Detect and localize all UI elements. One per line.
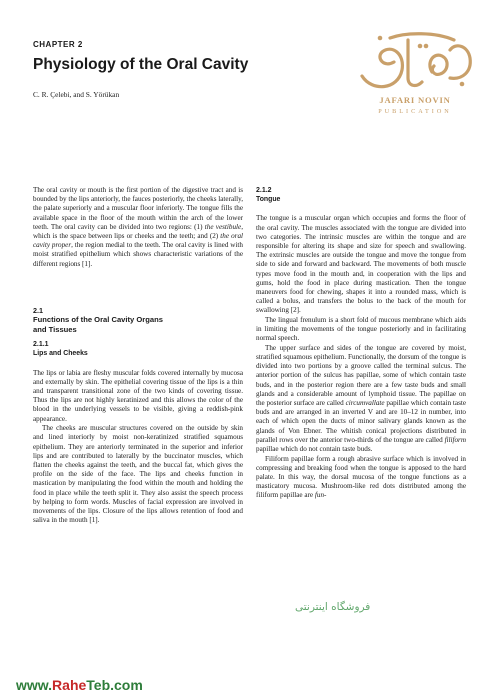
publisher-emblem-icon — [350, 32, 480, 94]
logo-tagline: PUBLICATION — [378, 108, 452, 115]
watermark-url: www.RaheTeb.com — [16, 677, 143, 693]
lips-paragraph: The lips or labia are fleshy muscular folds covered internally by mucosa and externally by skin. The epithelial covering tissue of the lips is a thin and transparent transitional zone of the two kinds of covering tissue. Thus the lips are not highly keratinized and this allows the color of the blood in the underlying vessels to be visible, giving a reddish-pink appearance. — [33, 368, 243, 423]
logo-wordmark: JAFARI NOVIN — [379, 95, 451, 105]
tongue-paragraph-3: The upper surface and sides of the tongue are covered by moist, stratified squamous epithelium. Functionally, the dorsum of the tongue is divided into two portions by a groove called the terminal sulcus. The anterior portion of the sulcus has papillae, some of which contain taste buds, and in the posterior region there are a few taste buds and small glands and a considerable amount of lymphoid tissue. The papillae on the posterior surface are called circumvallate papillae which contain taste buds and are arranged in an inverted V and are 10–12 in number, into each of which open the ducts of minor salivary glands known as the glands of Von Ebner. The whitish conical projections distributed in parallel rows over the anterior two-thirds of the tongue are called filiform papillae which do not contain taste buds. — [256, 343, 466, 454]
tongue-paragraph-2: The lingual frenulum is a short fold of mucous membrane which aids in limiting the movements of the tongue posteriorly and in facilitating normal speech. — [256, 315, 466, 343]
publisher-logo — [350, 32, 480, 124]
tongue-paragraph-4: Filiform papillae form a rough abrasive surface which is involved in compressing and breaking food when the tongue is apposed to the hard palate. In this way, the dorsal mucosa of the tongue functions as a masticatory mucosa. Mushroom-like red dots distributed among the filiform papillae are fun- — [256, 454, 466, 500]
cheeks-paragraph: The cheeks are muscular structures covered on the outside by skin and lined interiorly by moist non-keratinized stratified squamous epithelium. They are anteriorly terminated in the superior and inferior lips and are contributed to laterally by the buccinator muscles, which flatten the cheeks against the teeth, and the buccal fat, which gives the profile on the side of the face. The lips and cheeks function in mastication by manipulating the food within the mouth and holding the food in place while the teeth split it. They also assist the speech process by helping to form words. Muscles of facial expression are involved in movements of the lips. Closure of the lips allows retention of food and saliva in the mouth [1]. — [33, 424, 243, 525]
section-heading-2-1: 2.1 Functions of the Oral Cavity Organs and Tissues — [33, 305, 163, 334]
watermark-persian-text: فروشگاه اینترنتی — [295, 601, 371, 613]
right-column — [256, 186, 466, 501]
chapter-title: Physiology of the Oral Cavity — [33, 56, 249, 73]
chapter-label: CHAPTER 2 — [33, 40, 83, 49]
left-column — [33, 186, 243, 525]
tongue-paragraph-1: The tongue is a muscular organ which occupies and forms the floor of the oral cavity. The muscles associated with the tongue are divided into two categories. The intrinsic muscles are within the tongue and are responsible for altering its shape and size for speech and swallowing. The extrinsic muscles are outside the tongue and move the tongue from side to side and forward and backward. The movements of both muscle types move food in the mouth and, in cooperation with the lips and gums, hold the food in place during mastication. Then the tongue maneuvers food for chewing, shapes it into a rounded mass, which is called a bolus, and transfers the bolus to the back of the mouth for swallowing [2]. — [256, 214, 466, 315]
authors: C. R. Çelebi, and S. Yörükan — [33, 90, 120, 99]
intro-paragraph: The oral cavity or mouth is the first portion of the digestive tract and is bounded by the lips anteriorly, the fauces posteriorly, the cheeks laterally, the palate superiorly and a muscular floor inferiorly. The tongue fills the available space in the floor of the mouth within the arch of the lower teeth. The oral cavity can be divided into two regions: (1) the vestibule, which is the space between lips or cheeks and the teeth; and (2) the oral cavity proper, the region medial to the teeth. The oral cavity is lined with moist stratified epithelium which shows characteristic variations of the different regions [1]. — [33, 186, 244, 268]
subsection-heading-lips-cheeks: 2.1.1 Lips and Cheeks — [33, 341, 88, 358]
subsection-heading-tongue: 2.1.2 Tongue — [256, 187, 281, 204]
